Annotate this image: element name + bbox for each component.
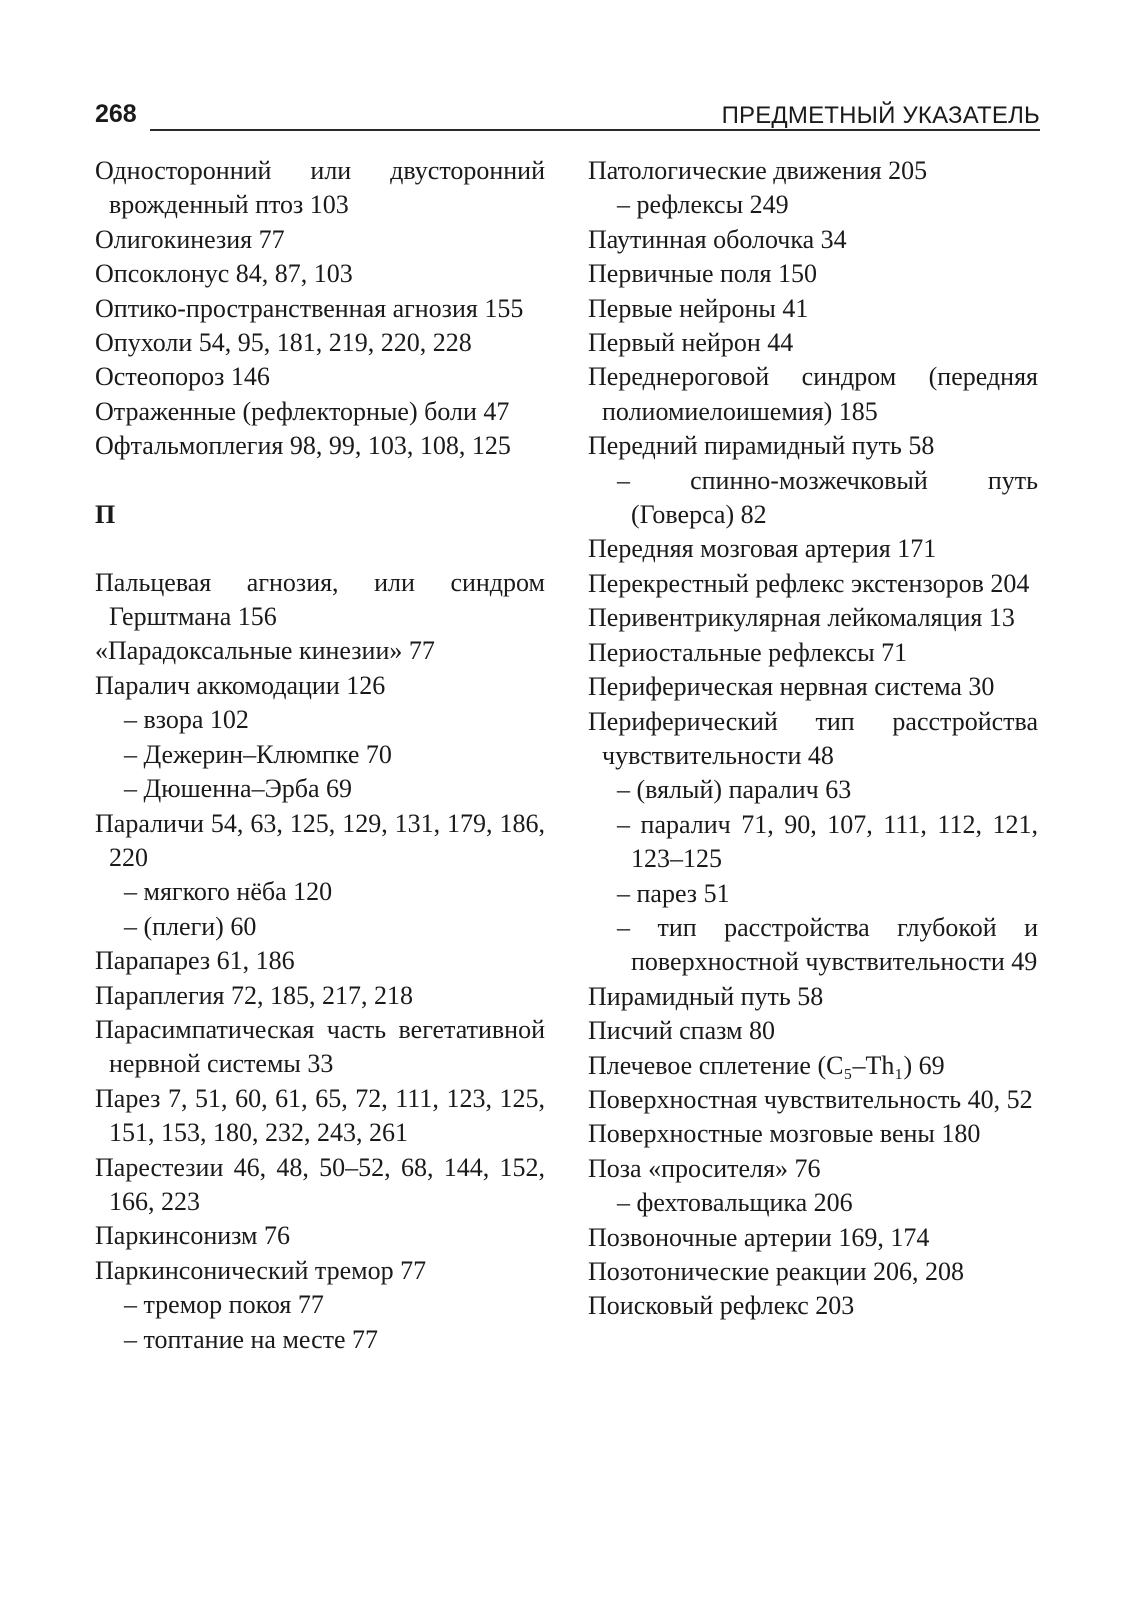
index-entry: Параличи 54, 63, 125, 129, 131, 179, 186, 220 <box>95 808 545 872</box>
index-entry: Перекрестный рефлекс экстензоров 204 <box>588 568 1030 598</box>
index-subentry: – тип расстройства глубокой и поверхностной чувствительности 49 <box>617 912 1038 977</box>
index-entry: Офтальмоплегия 98, 99, 103, 108, 125 <box>95 431 511 461</box>
index-entry: Поисковый рефлекс 203 <box>588 1291 855 1321</box>
index-entry: Односторонний или двусторонний врожденный птоз 103 <box>95 156 545 220</box>
index-entry: Позвоночные артерии 169, 174 <box>588 1222 930 1252</box>
index-entry: Парасимпатическая часть вегетативной нервной системы 33 <box>95 1014 545 1079</box>
index-entry: Позотонические реакции 206, 208 <box>588 1257 965 1286</box>
index-entry: Пирамидный путь 58 <box>588 981 824 1011</box>
index-entry: Первые нейроны 41 <box>588 293 809 323</box>
index-entry: Остеопороз 146 <box>95 362 270 392</box>
right-column <box>588 154 1038 1324</box>
index-entry: Паутинная оболочка 34 <box>588 224 847 254</box>
index-subentry: – тремор покоя 77 <box>124 1290 324 1320</box>
index-entry: «Парадоксальные кинезии» 77 <box>95 636 435 666</box>
index-subentry: – (вялый) паралич 63 <box>617 775 852 805</box>
entries-block-o <box>95 154 545 464</box>
index-subentry: – спинно-мозжечковый путь (Говерса) 82 <box>617 465 1038 530</box>
index-entry: Паркинсонический тремор 77 <box>95 1255 427 1285</box>
index-entry: Олигокинезия 77 <box>95 224 285 254</box>
index-entry: Перивентрикулярная лейкомаляция 13 <box>588 603 1015 633</box>
index-entry: Поверхностная чувствительность 40, 52 <box>588 1084 1033 1114</box>
page-header <box>95 98 1040 134</box>
index-entry: Параплегия 72, 185, 217, 218 <box>95 980 413 1010</box>
section-letter: П <box>95 499 116 529</box>
index-entry: Переднероговой синдром (передняя полиомиелоишемия) 185 <box>588 362 1038 426</box>
index-entry: Периферический тип расстройства чувствительности 48 <box>588 706 1038 770</box>
index-subentry: – паралич 71, 90, 107, 111, 112, 121, 123–125 <box>617 809 1038 874</box>
entries-block-p <box>95 566 545 1357</box>
index-subentry: – Дежерин–Клюмпке 70 <box>124 739 392 769</box>
index-entry: Опухоли 54, 95, 181, 219, 220, 228 <box>95 328 472 358</box>
index-subentry: – мягкого нёба 120 <box>124 877 333 907</box>
index-entry: Передняя мозговая артерия 171 <box>588 534 937 564</box>
index-entry: Паралич аккомодации 126 <box>95 670 386 700</box>
page-number: 268 <box>95 100 137 128</box>
index-entry: Первый нейрон 44 <box>588 328 794 358</box>
index-subentry: – парез 51 <box>617 878 730 908</box>
index-entry: Поверхностные мозговые вены 180 <box>588 1119 981 1149</box>
index-entry: Парапарез 61, 186 <box>95 946 295 976</box>
index-entry: Отраженные (рефлекторные) боли 47 <box>95 396 510 426</box>
index-subentry: – рефлексы 249 <box>617 190 789 220</box>
index-subentry: – Дюшенна–Эрба 69 <box>124 774 353 804</box>
header-rule <box>150 129 1040 131</box>
index-entry: Опсоклонус 84, 87, 103 <box>95 259 353 289</box>
running-title: ПРЕДМЕТНЫЙ УКАЗАТЕЛЬ <box>721 102 1040 129</box>
index-subentry: – (плеги) 60 <box>124 911 257 941</box>
index-entry: Патологические движения 205 <box>588 156 928 185</box>
index-subentry: – топтание на месте 77 <box>124 1324 379 1354</box>
index-entry: Поза «просителя» 76 <box>588 1153 821 1183</box>
index-entry: Первичные поля 150 <box>588 259 818 289</box>
index-entry: Пальцевая агнозия, или синдром Герштмана 156 <box>95 567 545 632</box>
index-subentry: – фехтовальщика 206 <box>617 1188 853 1218</box>
entries-block-p-continued <box>588 154 1038 1324</box>
index-entry: Парез 7, 51, 60, 61, 65, 72, 111, 123, 125, 151, 153, 180, 232, 243, 261 <box>95 1083 545 1148</box>
index-entry: Периферическая нервная система 30 <box>588 672 995 702</box>
index-entry: Оптико-пространственная агнозия 155 <box>95 293 524 323</box>
index-entry: Периостальные рефлексы 71 <box>588 637 908 667</box>
index-entry: Писчий спазм 80 <box>588 1016 775 1046</box>
index-entry: Парестезии 46, 48, 50–52, 68, 144, 152, 166, 223 <box>95 1152 545 1216</box>
index-entry: Паркинсонизм 76 <box>95 1221 290 1251</box>
index-entry: Плечевое сплетение (C₅–Th₁) 69 <box>588 1050 945 1080</box>
index-subentry: – взора 102 <box>124 705 249 735</box>
index-entry: Передний пирамидный путь 58 <box>588 431 935 461</box>
left-column <box>95 154 545 1357</box>
